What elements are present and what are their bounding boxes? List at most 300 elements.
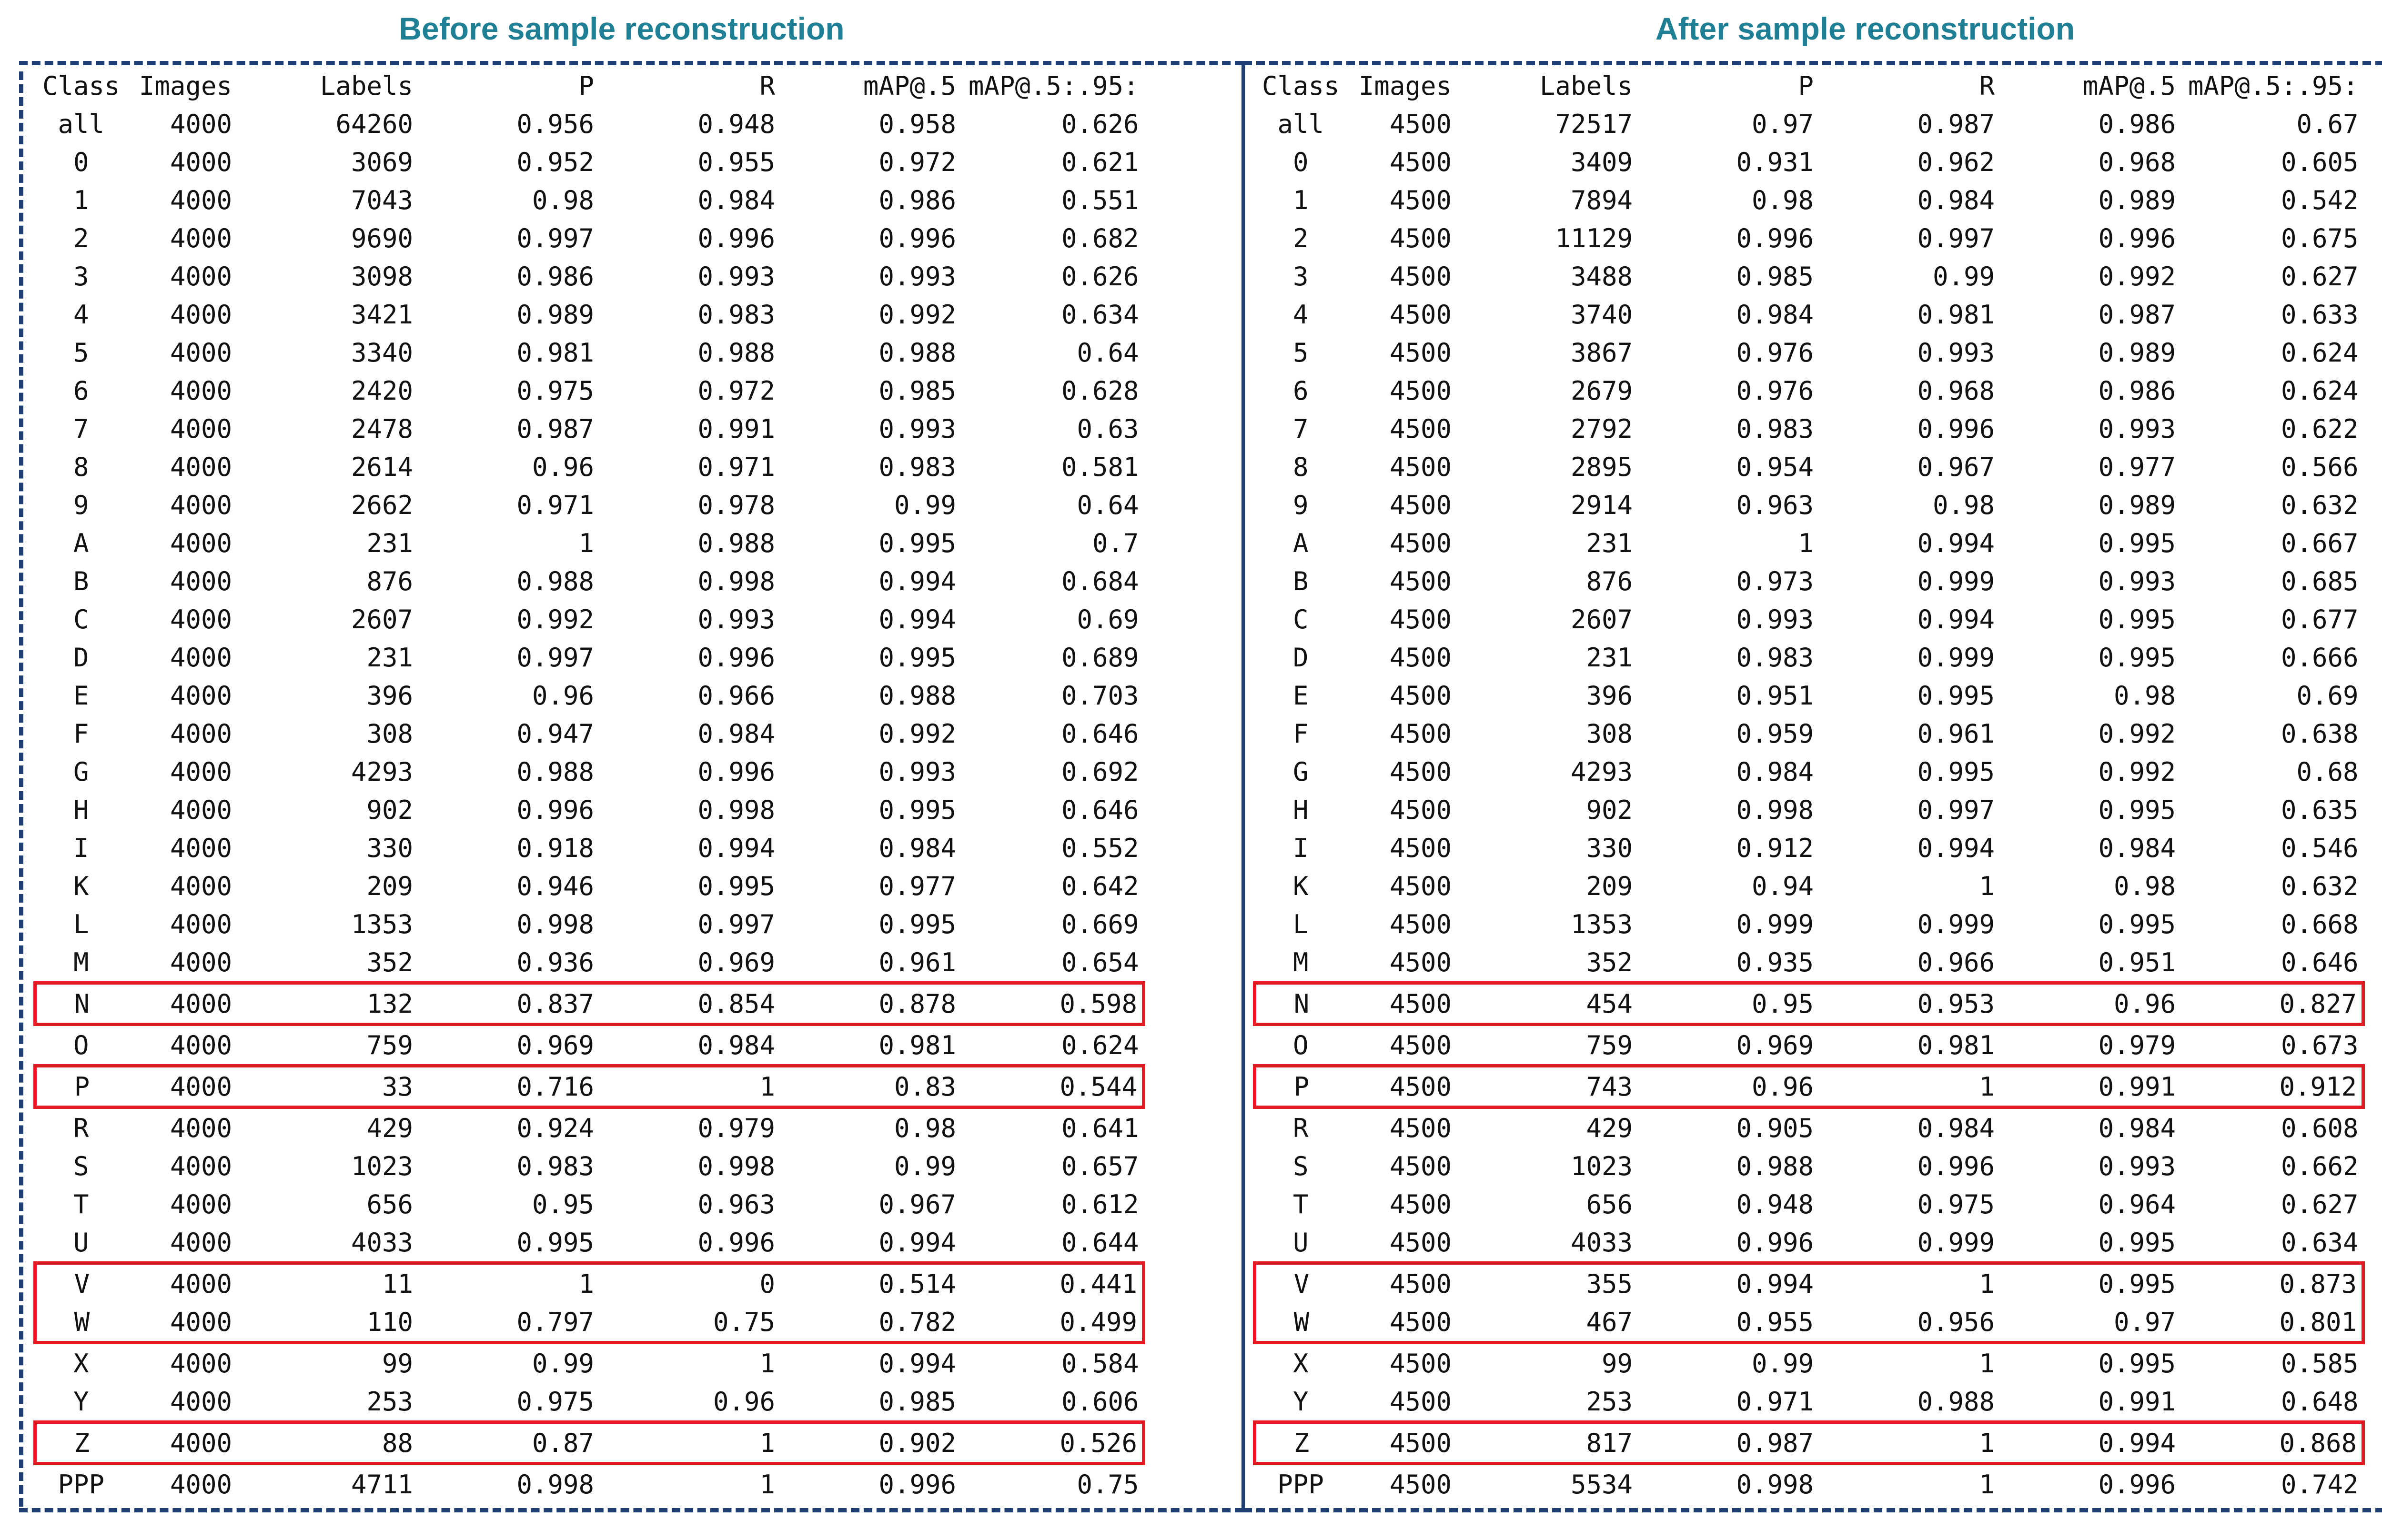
cell-map50-95: 0.69 <box>2296 680 2359 711</box>
cell-labels: 876 <box>1586 566 1633 596</box>
cell-map50-95: 0.628 <box>1061 375 1139 406</box>
cell-map50: 0.995 <box>2098 604 2176 634</box>
cell-labels: 396 <box>1586 680 1633 711</box>
cell-precision: 0.996 <box>516 795 594 825</box>
cell-images: 4500 <box>1389 299 1452 330</box>
table-row <box>35 1464 1144 1504</box>
table-row <box>1255 1303 2363 1343</box>
table-row <box>35 1343 1144 1383</box>
cell-precision: 0.986 <box>516 261 594 292</box>
cell-images: 4000 <box>170 452 232 482</box>
cell-map50: 0.988 <box>878 337 956 368</box>
cell-precision: 0.96 <box>532 680 594 711</box>
cell-recall: 1 <box>759 1469 775 1500</box>
table-row <box>1255 791 2363 829</box>
cell-recall: 0.996 <box>697 223 775 253</box>
cell-map50-95: 0.581 <box>1061 452 1139 482</box>
cell-precision: 0.973 <box>1736 566 1814 596</box>
cell-precision: 0.716 <box>413 1066 594 1107</box>
cell-class: Z <box>1255 1422 1347 1464</box>
table-row <box>1255 105 2363 143</box>
cell-precision: 0.952 <box>516 147 594 177</box>
table-row <box>35 410 1144 448</box>
cell-recall: 1 <box>1814 1422 1995 1464</box>
cell-map50: 0.994 <box>878 1348 956 1379</box>
cell-labels: 330 <box>366 833 413 863</box>
cell-recall: 0.994 <box>1917 528 1995 558</box>
cell-precision: 0.989 <box>516 299 594 330</box>
cell-map50-95: 0.526 <box>956 1422 1144 1464</box>
cell-labels: 4293 <box>351 756 413 787</box>
cell-map50: 0.99 <box>894 1151 956 1181</box>
cell-labels: 429 <box>1586 1113 1633 1143</box>
cell-map50: 0.996 <box>2098 1469 2176 1500</box>
cell-map50-95: 0.634 <box>1061 299 1139 330</box>
cell-images: 4000 <box>170 528 232 558</box>
cell-map50: 0.984 <box>2098 833 2176 863</box>
cell-map50-95: 0.624 <box>1061 1030 1139 1060</box>
cell-precision: 0.95 <box>532 1189 594 1219</box>
cell-labels: 759 <box>366 1030 413 1060</box>
cell-precision: 0.998 <box>516 1469 594 1500</box>
cell-map50: 0.991 <box>2098 1386 2176 1417</box>
cell-images: 4500 <box>1389 680 1452 711</box>
cell-map50-95: 0.648 <box>2281 1386 2359 1417</box>
cell-images: 4500 <box>1389 604 1452 634</box>
cell-precision: 0.998 <box>516 909 594 939</box>
table-row <box>35 638 1144 676</box>
cell-images: 4500 <box>1389 947 1452 977</box>
cell-precision: 0.998 <box>1736 1469 1814 1500</box>
cell-labels: 253 <box>366 1386 413 1417</box>
cell-class: W <box>1255 1303 1347 1343</box>
after-title: After sample reconstruction <box>1655 11 2075 46</box>
cell-precision: 0.983 <box>516 1151 594 1181</box>
cell-class: U <box>1292 1227 1309 1258</box>
cell-map50-95: 0.585 <box>2281 1348 2359 1379</box>
cell-class: 0 <box>1292 147 1309 177</box>
cell-recall: 1 <box>1979 871 1995 901</box>
cell-recall: 0.966 <box>697 680 775 711</box>
table-row <box>1255 448 2363 486</box>
header-class: Class <box>1262 70 1340 101</box>
cell-precision: 0.996 <box>1736 1227 1814 1258</box>
cell-class: R <box>73 1113 89 1143</box>
cell-recall: 0.994 <box>1917 604 1995 634</box>
cell-precision: 0.951 <box>1736 680 1814 711</box>
cell-labels: 231 <box>1586 642 1633 673</box>
cell-images: 4000 <box>170 871 232 901</box>
cell-labels: 4033 <box>351 1227 413 1258</box>
cell-precision: 0.905 <box>1736 1113 1814 1143</box>
cell-map50-95: 0.677 <box>2281 604 2359 634</box>
cell-map50-95: 0.634 <box>2281 1227 2359 1258</box>
cell-class: X <box>73 1348 89 1379</box>
cell-class: H <box>1292 795 1309 825</box>
cell-map50-95: 0.646 <box>1061 718 1139 749</box>
cell-precision: 0.931 <box>1736 147 1814 177</box>
cell-map50-95: 0.608 <box>2281 1113 2359 1143</box>
cell-map50-95: 0.598 <box>956 983 1144 1025</box>
cell-class: 3 <box>1292 261 1309 292</box>
cell-class: Z <box>35 1422 128 1464</box>
cell-recall: 0.996 <box>1917 413 1995 444</box>
cell-map50: 0.977 <box>878 871 956 901</box>
cell-images: 4500 <box>1389 1189 1452 1219</box>
cell-images: 4000 <box>170 1348 232 1379</box>
cell-images: 4500 <box>1389 413 1452 444</box>
cell-labels: 4293 <box>1570 756 1633 787</box>
cell-labels: 355 <box>1452 1263 1633 1303</box>
table-row <box>1255 1066 2363 1107</box>
cell-class: 2 <box>1292 223 1309 253</box>
cell-recall: 0.991 <box>697 413 775 444</box>
cell-precision: 0.94 <box>1751 871 1814 901</box>
cell-class: 4 <box>1292 299 1309 330</box>
cell-images: 4000 <box>170 909 232 939</box>
cell-class: U <box>73 1227 89 1258</box>
cell-labels: 11 <box>232 1263 413 1303</box>
cell-precision: 0.97 <box>1751 109 1814 139</box>
cell-recall: 0.997 <box>1917 795 1995 825</box>
cell-map50-95: 0.646 <box>2281 947 2359 977</box>
cell-map50: 0.995 <box>2098 1348 2176 1379</box>
cell-map50-95: 0.873 <box>2176 1263 2363 1303</box>
cell-map50: 0.993 <box>2098 1151 2176 1181</box>
cell-map50: 0.996 <box>878 1469 956 1500</box>
cell-labels: 2679 <box>1570 375 1633 406</box>
cell-map50: 0.994 <box>878 604 956 634</box>
table-row <box>1255 372 2363 410</box>
table-row <box>35 1066 1144 1107</box>
cell-map50: 0.83 <box>775 1066 956 1107</box>
cell-map50: 0.996 <box>878 223 956 253</box>
cell-labels: 352 <box>1586 947 1633 977</box>
cell-images: 4500 <box>1389 528 1452 558</box>
cell-recall: 0.983 <box>697 299 775 330</box>
table-row <box>35 333 1144 372</box>
cell-map50: 0.995 <box>878 642 956 673</box>
cell-map50-95: 0.646 <box>1061 795 1139 825</box>
cell-labels: 231 <box>1586 528 1633 558</box>
cell-map50: 0.992 <box>2098 756 2176 787</box>
cell-precision: 0.797 <box>413 1303 594 1343</box>
cell-precision: 0.969 <box>1736 1030 1814 1060</box>
cell-recall: 0.966 <box>1917 947 1995 977</box>
cell-map50-95: 0.632 <box>2281 490 2359 520</box>
cell-labels: 7894 <box>1570 185 1633 215</box>
table-row <box>35 905 1144 943</box>
after-header-row <box>1255 67 2363 105</box>
cell-precision: 0.985 <box>1736 261 1814 292</box>
cell-labels: 3069 <box>351 147 413 177</box>
cell-class: O <box>73 1030 89 1060</box>
cell-class: 3 <box>73 261 89 292</box>
cell-map50-95: 0.75 <box>1077 1469 1139 1500</box>
cell-recall: 0.979 <box>697 1113 775 1143</box>
cell-recall: 0.994 <box>1917 833 1995 863</box>
cell-map50: 0.989 <box>2098 490 2176 520</box>
cell-map50: 0.995 <box>1995 1263 2176 1303</box>
cell-labels: 429 <box>366 1113 413 1143</box>
cell-precision: 0.994 <box>1633 1263 1814 1303</box>
cell-class: 8 <box>1292 452 1309 482</box>
cell-labels: 656 <box>1586 1189 1633 1219</box>
cell-class: H <box>73 795 89 825</box>
table-row <box>35 829 1144 867</box>
cell-labels: 902 <box>366 795 413 825</box>
cell-images: 4000 <box>170 604 232 634</box>
cell-labels: 352 <box>366 947 413 977</box>
table-row <box>1255 1147 2363 1185</box>
cell-map50: 0.98 <box>894 1113 956 1143</box>
cell-recall: 0.955 <box>697 147 775 177</box>
cell-recall: 0.987 <box>1917 109 1995 139</box>
table-row <box>35 1025 1144 1066</box>
cell-images: 4500 <box>1389 795 1452 825</box>
before-title: Before sample reconstruction <box>399 11 845 46</box>
cell-map50: 0.782 <box>775 1303 956 1343</box>
table-row <box>1255 715 2363 753</box>
cell-images: 4000 <box>127 1263 232 1303</box>
cell-map50: 0.964 <box>2098 1189 2176 1219</box>
table-row <box>35 1185 1144 1223</box>
cell-class: V <box>35 1263 128 1303</box>
cell-labels: 2607 <box>1570 604 1633 634</box>
cell-map50-95: 0.64 <box>1077 337 1139 368</box>
cell-class: I <box>73 833 89 863</box>
cell-class: F <box>73 718 89 749</box>
after-panel <box>1243 0 2382 1540</box>
table-row <box>1255 983 2363 1025</box>
cell-precision: 0.988 <box>516 566 594 596</box>
cell-recall: 0.981 <box>1917 1030 1995 1060</box>
cell-class: M <box>73 947 89 977</box>
table-row <box>1255 333 2363 372</box>
table-row <box>35 219 1144 257</box>
cell-map50: 0.902 <box>775 1422 956 1464</box>
table-row <box>35 257 1144 295</box>
cell-images: 4000 <box>170 1469 232 1500</box>
cell-class: 6 <box>1292 375 1309 406</box>
cell-recall: 0.981 <box>1917 299 1995 330</box>
table-row <box>35 448 1144 486</box>
table-row <box>35 372 1144 410</box>
cell-class: 7 <box>1292 413 1309 444</box>
cell-images: 4000 <box>127 983 232 1025</box>
cell-precision: 0.95 <box>1633 983 1814 1025</box>
cell-precision: 0.918 <box>516 833 594 863</box>
cell-map50: 0.995 <box>2098 909 2176 939</box>
cell-map50-95: 0.551 <box>1061 185 1139 215</box>
cell-labels: 759 <box>1586 1030 1633 1060</box>
cell-images: 4000 <box>170 1113 232 1143</box>
cell-recall: 1 <box>594 1422 775 1464</box>
cell-images: 4500 <box>1389 871 1452 901</box>
table-row <box>1255 867 2363 905</box>
cell-map50: 0.986 <box>2098 109 2176 139</box>
cell-map50-95: 0.742 <box>2281 1469 2359 1500</box>
table-row <box>1255 600 2363 638</box>
cell-class: A <box>73 528 89 558</box>
cell-images: 4500 <box>1389 642 1452 673</box>
cell-precision: 0.837 <box>413 983 594 1025</box>
cell-labels: 7043 <box>351 185 413 215</box>
cell-map50-95: 0.544 <box>956 1066 1144 1107</box>
cell-labels: 209 <box>1586 871 1633 901</box>
cell-map50: 0.995 <box>2098 642 2176 673</box>
cell-images: 4000 <box>170 413 232 444</box>
cell-class: K <box>73 871 89 901</box>
cell-recall: 1 <box>1979 1348 1995 1379</box>
cell-labels: 11129 <box>1555 223 1633 253</box>
cell-class: C <box>1292 604 1309 634</box>
cell-precision: 0.988 <box>1736 1151 1814 1181</box>
cell-precision: 0.983 <box>1736 413 1814 444</box>
cell-map50: 0.989 <box>2098 337 2176 368</box>
cell-map50-95: 0.641 <box>1061 1113 1139 1143</box>
cell-recall: 0.995 <box>1917 756 1995 787</box>
cell-map50-95: 0.685 <box>2281 566 2359 596</box>
table-row <box>1255 1343 2363 1383</box>
cell-map50-95: 0.801 <box>2176 1303 2363 1343</box>
header-r: R <box>1979 70 1995 101</box>
cell-map50: 0.991 <box>1995 1066 2176 1107</box>
cell-class: B <box>1292 566 1309 596</box>
cell-images: 4000 <box>170 375 232 406</box>
table-row <box>35 943 1144 983</box>
table-row <box>35 562 1144 600</box>
cell-images: 4000 <box>170 756 232 787</box>
cell-images: 4500 <box>1389 490 1452 520</box>
table-row <box>1255 219 2363 257</box>
cell-class: 0 <box>73 147 89 177</box>
cell-precision: 0.984 <box>1736 299 1814 330</box>
cell-map50: 0.961 <box>878 947 956 977</box>
cell-class: K <box>1292 871 1309 901</box>
cell-class: 2 <box>73 223 89 253</box>
cell-images: 4500 <box>1389 337 1452 368</box>
after-table-body <box>1255 105 2363 1503</box>
cell-images: 4000 <box>170 1227 232 1258</box>
cell-recall: 0.962 <box>1917 147 1995 177</box>
cell-precision: 0.969 <box>516 1030 594 1060</box>
cell-class: L <box>73 909 89 939</box>
cell-precision: 0.999 <box>1736 909 1814 939</box>
cell-map50-95: 0.654 <box>1061 947 1139 977</box>
cell-class: 1 <box>1292 185 1309 215</box>
cell-images: 4000 <box>170 642 232 673</box>
table-row <box>35 181 1144 219</box>
table-row <box>35 676 1144 715</box>
header-p: P <box>578 70 594 101</box>
cell-class: 1 <box>73 185 89 215</box>
cell-recall: 0.998 <box>697 795 775 825</box>
cell-map50: 0.514 <box>775 1263 956 1303</box>
cell-labels: 1353 <box>351 909 413 939</box>
cell-map50: 0.995 <box>878 795 956 825</box>
table-row <box>35 791 1144 829</box>
cell-class: B <box>73 566 89 596</box>
cell-images: 4500 <box>1389 147 1452 177</box>
cell-labels: 231 <box>366 528 413 558</box>
cell-images: 4000 <box>170 1189 232 1219</box>
cell-class: P <box>1255 1066 1347 1107</box>
cell-labels: 1023 <box>351 1151 413 1181</box>
cell-precision: 1 <box>1798 528 1814 558</box>
cell-labels: 396 <box>366 680 413 711</box>
table-row <box>35 1147 1144 1185</box>
header-labels: Labels <box>1539 70 1633 101</box>
cell-map50: 0.981 <box>878 1030 956 1060</box>
cell-images: 4000 <box>170 185 232 215</box>
cell-precision: 0.87 <box>413 1422 594 1464</box>
cell-precision: 0.997 <box>516 642 594 673</box>
cell-map50-95: 0.632 <box>2281 871 2359 901</box>
cell-labels: 99 <box>1601 1348 1633 1379</box>
cell-map50: 0.96 <box>1995 983 2176 1025</box>
cell-precision: 0.995 <box>516 1227 594 1258</box>
cell-precision: 0.99 <box>532 1348 594 1379</box>
cell-recall: 0.996 <box>697 756 775 787</box>
cell-images: 4500 <box>1389 223 1452 253</box>
cell-map50: 0.986 <box>2098 375 2176 406</box>
cell-map50: 0.992 <box>2098 718 2176 749</box>
cell-map50-95: 0.63 <box>1077 413 1139 444</box>
cell-images: 4500 <box>1389 1151 1452 1181</box>
cell-labels: 72517 <box>1555 109 1633 139</box>
cell-labels: 817 <box>1452 1422 1633 1464</box>
cell-map50: 0.98 <box>2113 680 2176 711</box>
cell-class: D <box>73 642 89 673</box>
table-row <box>35 1422 1144 1464</box>
cell-class: D <box>1292 642 1309 673</box>
cell-class: I <box>1292 833 1309 863</box>
cell-recall: 1 <box>1979 1469 1995 1500</box>
cell-map50: 0.985 <box>878 375 956 406</box>
cell-images: 4500 <box>1389 375 1452 406</box>
before-table-body <box>35 105 1144 1503</box>
table-row <box>35 143 1144 181</box>
cell-map50-95: 0.626 <box>1061 109 1139 139</box>
cell-map50-95: 0.668 <box>2281 909 2359 939</box>
cell-labels: 33 <box>232 1066 413 1107</box>
cell-class: S <box>1292 1151 1309 1181</box>
cell-precision: 0.997 <box>516 223 594 253</box>
cell-class: 4 <box>73 299 89 330</box>
cell-labels: 1023 <box>1570 1151 1633 1181</box>
cell-class: C <box>73 604 89 634</box>
header-images: Images <box>1358 70 1452 101</box>
cell-map50-95: 0.441 <box>956 1263 1144 1303</box>
cell-recall: 0.997 <box>697 909 775 939</box>
cell-images: 4000 <box>170 299 232 330</box>
cell-class: E <box>73 680 89 711</box>
cell-recall: 0.995 <box>697 871 775 901</box>
cell-precision: 0.936 <box>516 947 594 977</box>
cell-recall: 0.999 <box>1917 1227 1995 1258</box>
table-row <box>1255 943 2363 983</box>
cell-recall: 0.967 <box>1917 452 1995 482</box>
cell-map50-95: 0.621 <box>1061 147 1139 177</box>
cell-map50-95: 0.542 <box>2281 185 2359 215</box>
table-row <box>35 295 1144 333</box>
cell-map50-95: 0.624 <box>2281 375 2359 406</box>
cell-map50: 0.995 <box>878 528 956 558</box>
table-row <box>35 867 1144 905</box>
table-row <box>1255 1263 2363 1303</box>
cell-map50: 0.994 <box>878 566 956 596</box>
